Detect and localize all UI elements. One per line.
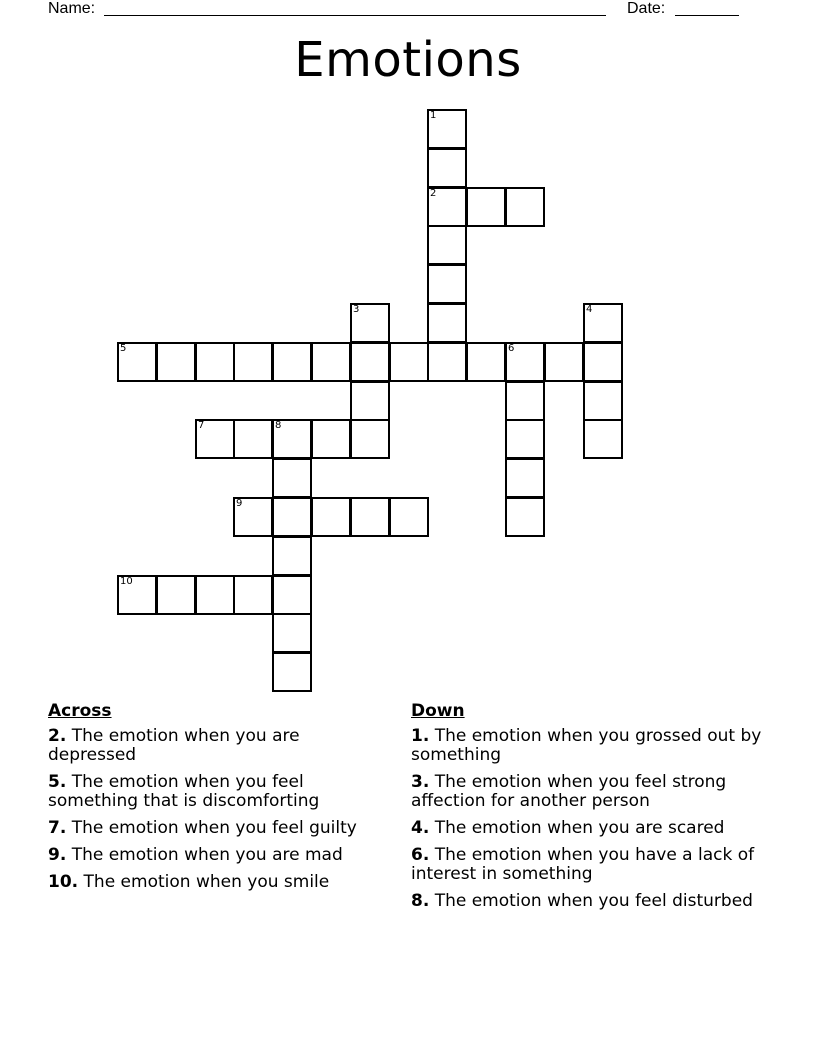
grid-cell[interactable] xyxy=(195,342,235,382)
grid-cell[interactable] xyxy=(505,187,545,227)
cell-number: 1 xyxy=(430,110,437,121)
grid-cell[interactable] xyxy=(583,303,623,343)
clue-text: The emotion when you are depressed xyxy=(48,726,300,765)
clue-number: 6. xyxy=(411,845,430,865)
clue-text: The emotion when you feel guilty xyxy=(71,818,357,838)
grid-cell[interactable] xyxy=(272,458,312,498)
grid-cell[interactable] xyxy=(427,342,467,382)
clue-text: The emotion when you feel something that is discomforting xyxy=(48,772,320,811)
grid-cell[interactable] xyxy=(233,575,273,615)
grid-cell[interactable] xyxy=(272,652,312,692)
grid-cell[interactable] xyxy=(427,225,467,265)
grid-cell[interactable] xyxy=(389,342,429,382)
grid-cell[interactable] xyxy=(583,419,623,459)
clue-number: 4. xyxy=(411,818,430,838)
cell-number: 8 xyxy=(275,420,282,431)
grid-cell[interactable] xyxy=(233,342,273,382)
clue-item xyxy=(48,773,388,811)
grid-cell[interactable] xyxy=(233,497,273,537)
clue-item xyxy=(48,873,388,892)
grid-cell[interactable] xyxy=(272,419,312,459)
grid-cell[interactable] xyxy=(350,497,390,537)
clue-text: The emotion when you grossed out by something xyxy=(411,726,762,765)
grid-cell[interactable] xyxy=(544,342,584,382)
clue-item xyxy=(48,727,388,765)
grid-cell[interactable] xyxy=(272,497,312,537)
clue-number: 10. xyxy=(48,872,79,892)
grid-cell[interactable] xyxy=(117,342,157,382)
clue-number: 1. xyxy=(411,726,430,746)
clue-text: The emotion when you feel disturbed xyxy=(434,891,753,911)
clue-item xyxy=(48,846,388,865)
grid-cell[interactable] xyxy=(350,303,390,343)
grid-cell[interactable] xyxy=(117,575,157,615)
clue-text: The emotion when you are mad xyxy=(71,845,343,865)
grid-cell[interactable] xyxy=(427,264,467,304)
grid-cell[interactable] xyxy=(156,575,196,615)
grid-cell[interactable] xyxy=(466,342,506,382)
grid-cell[interactable] xyxy=(311,419,351,459)
clue-item xyxy=(411,846,771,884)
down-heading: Down xyxy=(411,701,465,721)
cell-number: 3 xyxy=(353,304,360,315)
grid-cell[interactable] xyxy=(427,187,467,227)
across-clues xyxy=(48,702,388,900)
grid-cell[interactable] xyxy=(233,419,273,459)
clue-item xyxy=(411,819,771,838)
clue-number: 8. xyxy=(411,891,430,911)
grid-cell[interactable] xyxy=(272,613,312,653)
cell-number: 9 xyxy=(236,498,243,509)
cell-number: 4 xyxy=(586,304,593,315)
grid-cell[interactable] xyxy=(583,342,623,382)
grid-cell[interactable] xyxy=(195,575,235,615)
grid-cell[interactable] xyxy=(311,342,351,382)
grid-cell[interactable] xyxy=(272,575,312,615)
grid-cell[interactable] xyxy=(311,497,351,537)
name-label: Name: xyxy=(48,0,96,17)
clue-number: 5. xyxy=(48,772,67,792)
grid-cell[interactable] xyxy=(350,419,390,459)
grid-cell[interactable] xyxy=(389,497,429,537)
grid-cell[interactable] xyxy=(350,342,390,382)
clue-text: The emotion when you are scared xyxy=(434,818,725,838)
clue-number: 2. xyxy=(48,726,67,746)
down-clues xyxy=(411,702,771,919)
grid-cell[interactable] xyxy=(427,148,467,188)
grid-cell[interactable] xyxy=(427,303,467,343)
clue-item xyxy=(411,727,771,765)
grid-cell[interactable] xyxy=(505,497,545,537)
clue-text: The emotion when you feel strong affection for another person xyxy=(411,772,727,811)
clue-text: The emotion when you have a lack of interest in something xyxy=(411,845,755,884)
clue-item xyxy=(411,892,771,911)
grid-cell[interactable] xyxy=(272,342,312,382)
cell-number: 5 xyxy=(120,343,127,354)
clue-number: 7. xyxy=(48,818,67,838)
page-title: Emotions xyxy=(294,32,522,88)
clue-text: The emotion when you smile xyxy=(83,872,330,892)
grid-cell[interactable] xyxy=(195,419,235,459)
grid-cell[interactable] xyxy=(156,342,196,382)
clue-item xyxy=(48,819,388,838)
grid-cell[interactable] xyxy=(505,342,545,382)
cell-number: 7 xyxy=(198,420,205,431)
grid-cell[interactable] xyxy=(427,109,467,149)
grid-cell[interactable] xyxy=(505,419,545,459)
across-heading: Across xyxy=(48,701,112,721)
clue-number: 3. xyxy=(411,772,430,792)
grid-cell[interactable] xyxy=(466,187,506,227)
cell-number: 2 xyxy=(430,188,437,199)
clue-number: 9. xyxy=(48,845,67,865)
date-label: Date: xyxy=(627,0,666,17)
clue-item xyxy=(411,773,771,811)
cell-number: 10 xyxy=(120,576,133,587)
grid-cell[interactable] xyxy=(505,458,545,498)
grid-cell[interactable] xyxy=(505,381,545,421)
grid-cell[interactable] xyxy=(583,381,623,421)
grid-cell[interactable] xyxy=(272,536,312,576)
grid-cell[interactable] xyxy=(350,381,390,421)
cell-number: 6 xyxy=(508,343,515,354)
